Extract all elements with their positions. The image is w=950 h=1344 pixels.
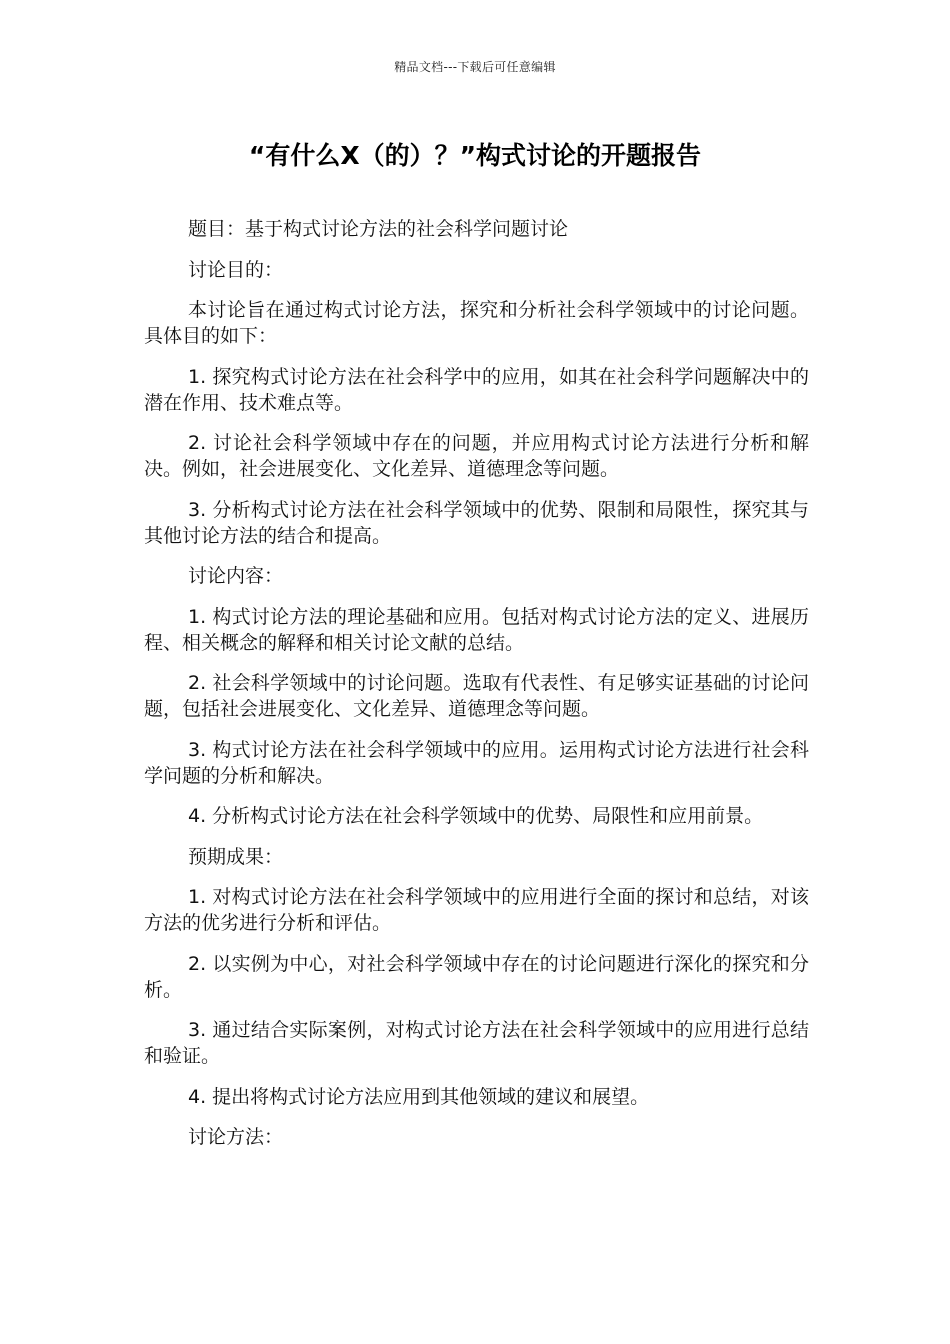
topic-line: 题目：基于构式讨论方法的社会科学问题讨论	[188, 218, 569, 240]
list-item: 1. 探究构式讨论方法在社会科学中的应用，如其在社会科学问题解决中的潜在作用、技术难点等。	[144, 365, 809, 414]
document-title: “有什么X（的）？”构式讨论的开题报告	[248, 141, 702, 170]
header-note: 精品文档---下载后可任意编辑	[394, 60, 556, 74]
section-heading-results: 预期成果：	[188, 845, 284, 868]
section-heading-purpose: 讨论目的：	[188, 258, 284, 281]
list-item: 2. 以实例为中心，对社会科学领域中存在的讨论问题进行深化的探究和分析。	[144, 952, 809, 1001]
section-heading-method: 讨论方法：	[188, 1126, 284, 1148]
list-item: 1. 构式讨论方法的理论基础和应用。包括对构式讨论方法的定义、进展历程、相关概念的解释和相关讨论文献的总结。	[144, 605, 809, 654]
list-item: 3. 构式讨论方法在社会科学领域中的应用。运用构式讨论方法进行社会科学问题的分析和解决。	[144, 738, 809, 787]
list-item: 3. 通过结合实际案例，对构式讨论方法在社会科学领域中的应用进行总结和验证。	[144, 1019, 809, 1067]
list-item: 2. 讨论社会科学领域中存在的问题，并应用构式讨论方法进行分析和解决。例如，社会进展变化、文化差异、道德理念等问题。	[144, 432, 809, 480]
list-item: 4. 分析构式讨论方法在社会科学领域中的优势、局限性和应用前景。	[188, 805, 764, 827]
list-item: 2. 社会科学领域中的讨论问题。选取有代表性、有足够实证基础的讨论问题，包括社会进展变化、文化差异、道德理念等问题。	[144, 672, 809, 720]
document-body	[144, 216, 809, 1165]
section-heading-content: 讨论内容：	[188, 565, 284, 587]
list-item: 1. 对构式讨论方法在社会科学领域中的应用进行全面的探讨和总结，对该方法的优劣进行分析和评估。	[144, 886, 809, 934]
paragraph: 本讨论旨在通过构式讨论方法，探究和分析社会科学领域中的讨论问题。具体目的如下：	[144, 299, 809, 347]
list-item: 3. 分析构式讨论方法在社会科学领域中的优势、限制和局限性，探究其与其他讨论方法的结合和提高。	[144, 498, 809, 547]
list-item: 4. 提出将构式讨论方法应用到其他领域的建议和展望。	[188, 1085, 650, 1108]
